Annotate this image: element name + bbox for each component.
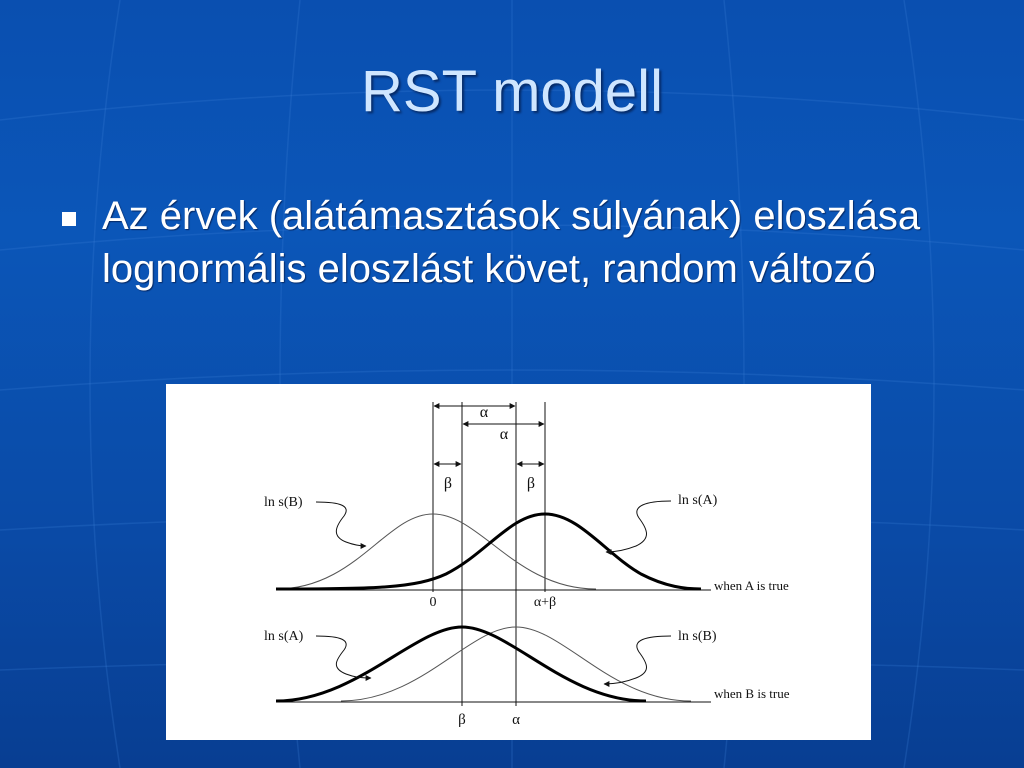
bottom-squiggle-right <box>604 636 671 684</box>
top-condition: when A is true <box>714 578 789 593</box>
alpha-second-label: α <box>499 426 509 443</box>
beta-right-label: β <box>526 475 536 492</box>
bottom-tick-right: α <box>512 712 520 728</box>
bottom-tick-left: β <box>458 712 466 728</box>
top-label-right: ln s(A) <box>678 493 718 508</box>
beta-left-label: β <box>443 475 453 492</box>
slide-title: RST modell <box>361 59 663 124</box>
top-tick-right: α+β <box>533 595 557 610</box>
bottom-condition: when B is true <box>714 686 790 701</box>
diagram-svg <box>166 384 871 740</box>
bottom-label-left: ln s(A) <box>264 629 304 644</box>
bottom-label-right: ln s(B) <box>678 629 717 644</box>
top-squiggle-left <box>316 502 366 546</box>
distribution-diagram <box>166 384 871 740</box>
alpha-top-label: α <box>479 404 489 421</box>
bullet-item: Az érvek (alátámasztások súlyának) eloszlása lognormális eloszlást követ, random változó <box>102 194 921 291</box>
bottom-squiggle-left <box>316 636 371 678</box>
top-tick-left: 0 <box>429 595 437 610</box>
top-label-left: ln s(B) <box>264 495 303 510</box>
bullet-square-icon <box>62 212 76 226</box>
top-squiggle-right <box>606 501 671 552</box>
top-curve-ln-sA <box>276 514 701 589</box>
